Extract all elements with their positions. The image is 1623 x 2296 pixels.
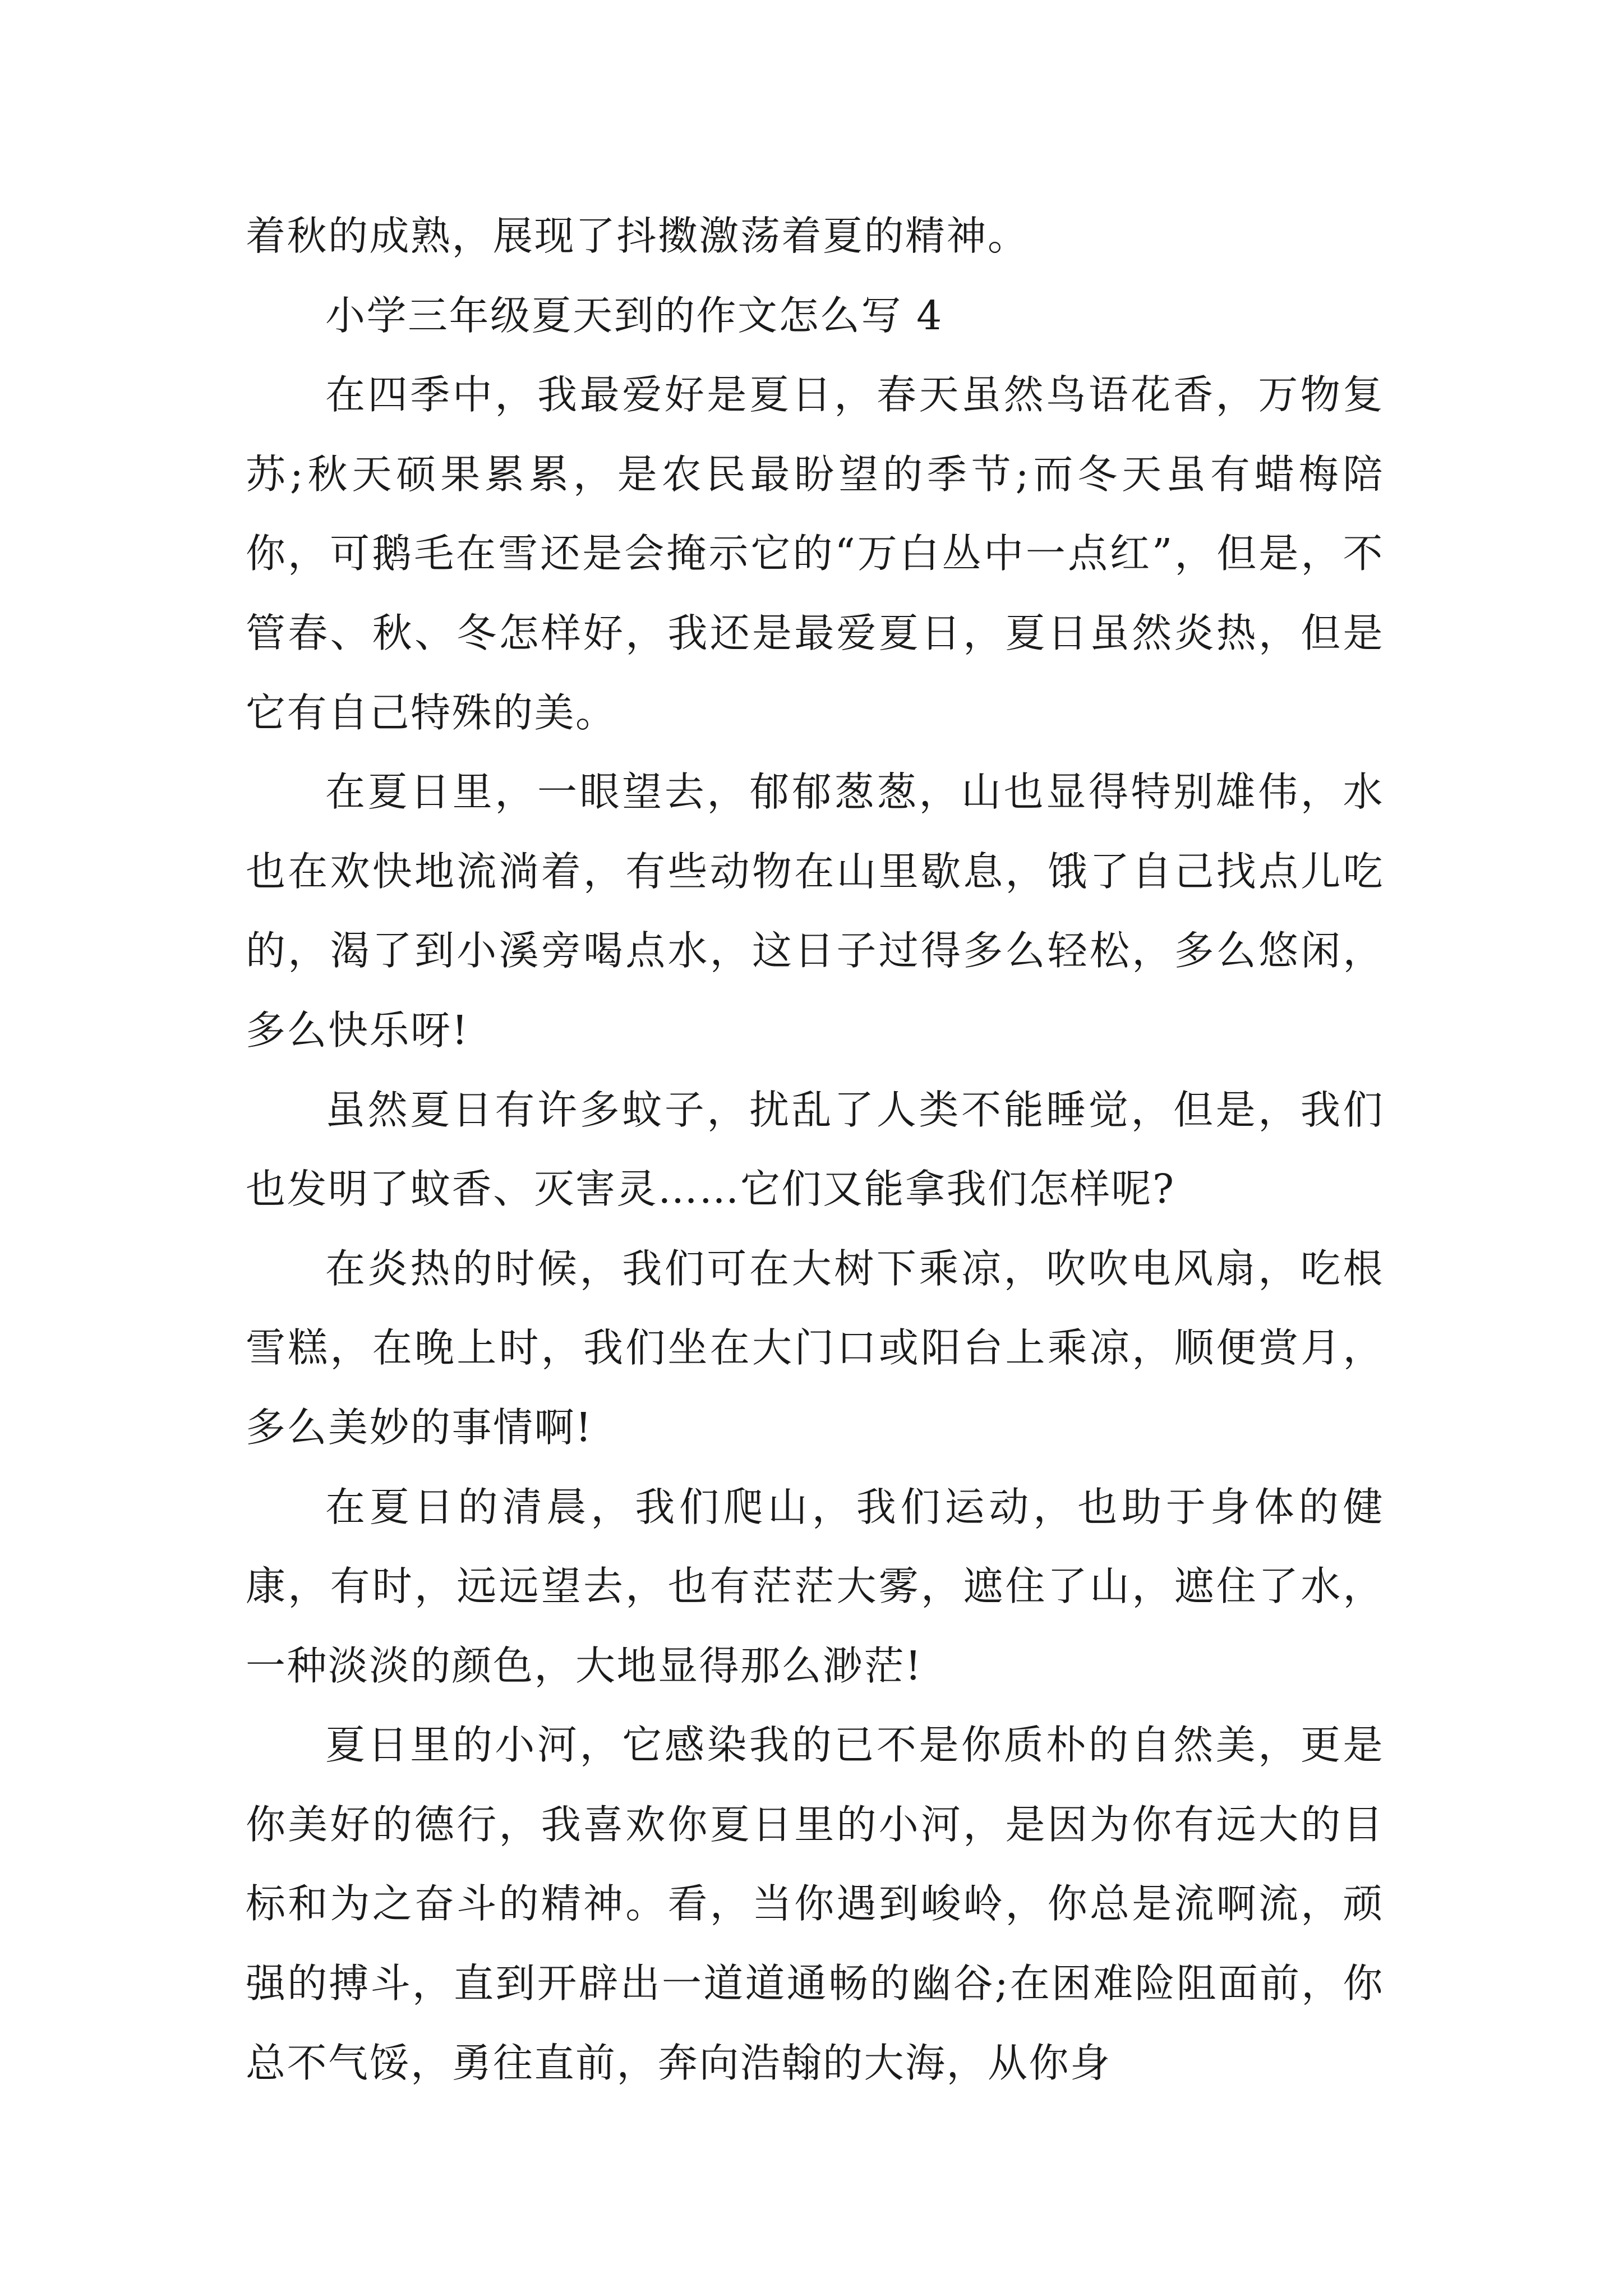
paragraph-morning: 在夏日的清晨，我们爬山，我们运动，也助于身体的健康，有时，远远望去，也有茫茫大雾，遮住了山，遮住了水，一种淡淡的颜色，大地显得那么渺茫!	[246, 1483, 1384, 1689]
paragraph-continuation: 着秋的成熟，展现了抖擞激荡着夏的精神。	[246, 213, 1029, 259]
paragraph-mosquitoes: 虽然夏日有许多蚊子，扰乱了人类不能睡觉，但是，我们也发明了蚊香、灭害灵……它们又能拿我们怎样呢?	[246, 1086, 1384, 1213]
paragraph-river: 夏日里的小河，它感染我的已不是你质朴的自然美，更是你美好的德行，我喜欢你夏日里的小河，是因为你有远大的目标和为之奋斗的精神。看，当你遇到峻岭，你总是流啊流，顽强的搏斗，直到开辟出一道道通畅的幽谷;在困难险阻面前，你总不气馁，勇往直前，奔向浩翰的大海，从你身	[246, 1722, 1384, 2086]
document-body	[246, 196, 1384, 2102]
paragraph-summer-view: 在夏日里，一眼望去，郁郁葱葱，山也显得特别雄伟，水也在欢快地流淌着，有些动物在山里歇息，饿了自己找点儿吃的，渴了到小溪旁喝点水，这日子过得多么轻松，多么悠闲，多么快乐呀!	[246, 769, 1384, 1053]
paragraph-seasons: 在四季中，我最爱好是夏日，春天虽然鸟语花香，万物复苏;秋天硕果累累，是农民最盼望的季节;而冬天虽有蜡梅陪你，可鹅毛在雪还是会掩示它的“万白丛中一点红”，但是，不管春、秋、冬怎样好，我还是最爱夏日，夏日虽然炎热，但是它有自己特殊的美。	[246, 371, 1384, 736]
paragraph-cooling: 在炎热的时候，我们可在大树下乘凉，吹吹电风扇，吃根雪糕，在晚上时，我们坐在大门口或阳台上乘凉，顺便赏月，多么美妙的事情啊!	[246, 1245, 1384, 1451]
essay-title: 小学三年级夏天到的作文怎么写 4	[325, 292, 943, 339]
